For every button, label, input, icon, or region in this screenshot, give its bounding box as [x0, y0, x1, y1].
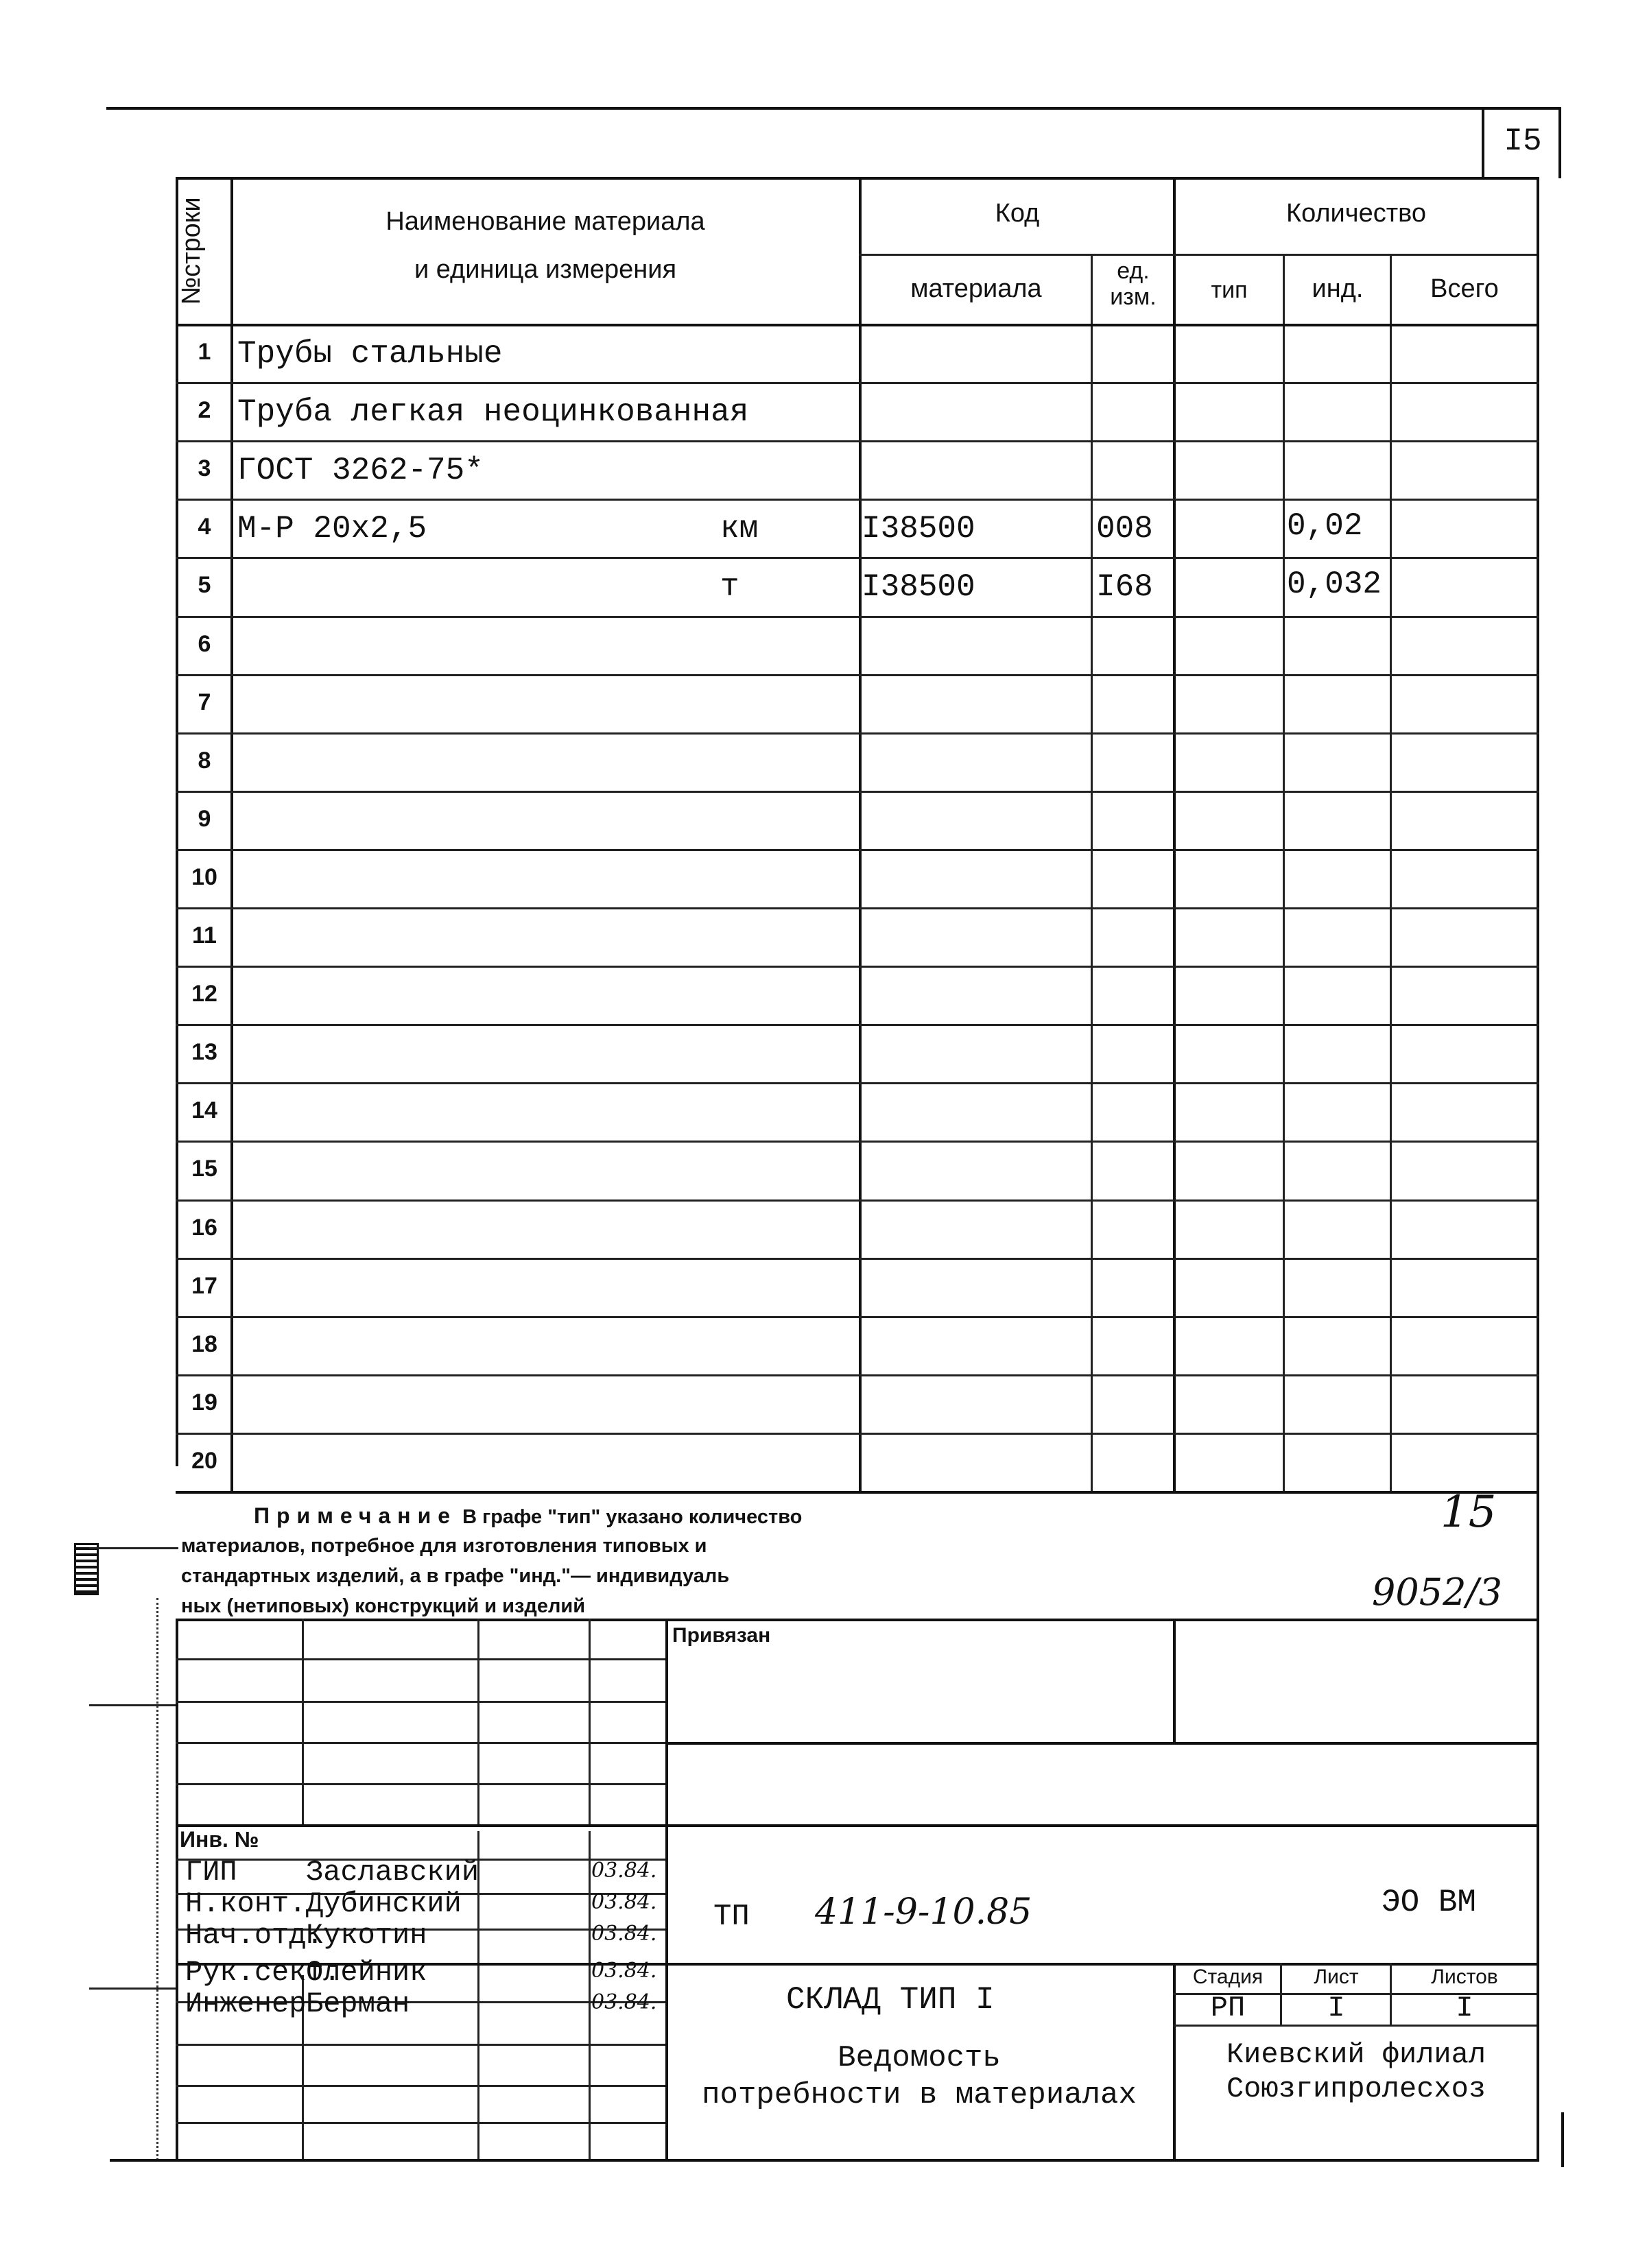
note-line4: ных (нетиповых) конструкций и изделий [181, 1595, 586, 1617]
staff-name: Дубинский [306, 1887, 462, 1920]
row-number: 10 [191, 863, 217, 890]
staff-name: Берман [306, 1988, 410, 2020]
row-number: 5 [198, 572, 211, 599]
qty-ind-header: инд. [1312, 274, 1364, 303]
qty-type-header: тип [1211, 277, 1248, 303]
row-number: 9 [198, 805, 211, 832]
row-divider [176, 440, 1539, 442]
row-divider [176, 1374, 1539, 1376]
stage-value: РП [1210, 1992, 1246, 2025]
row-number-header: №строки [177, 197, 206, 305]
qty-total-header: Всего [1430, 274, 1499, 303]
note-line1-text: В графе "тип" указано количество [462, 1506, 803, 1528]
material-name: Труба легкая неоцинкованная [237, 394, 749, 431]
project-prefix: ТП [713, 1900, 750, 1934]
row-number: 6 [198, 630, 211, 657]
note-line2: материалов, потребное для изготовления типовых и [181, 1535, 707, 1557]
row-number: 2 [198, 397, 211, 424]
staff-date: 03.84. [591, 1990, 657, 2014]
row-divider [176, 732, 1539, 735]
qty-ind: 0,032 [1287, 566, 1382, 603]
staff-date: 03.84. [591, 1922, 657, 1946]
sheets-label: Листов [1431, 1966, 1498, 1988]
doc-title-line2: потребности в материалах [702, 2078, 1137, 2112]
sheets-value: I [1456, 1992, 1473, 2025]
code-material-header: материала [910, 274, 1042, 303]
staff-date: 03.84. [591, 1859, 657, 1883]
staff-role: Нач.отд. [185, 1919, 324, 1952]
name-header-line2: и единица измерения [414, 255, 677, 284]
staff-name: Олейник [306, 1956, 427, 1989]
side-inventory-marker [74, 1543, 99, 1595]
staff-date: 03.84. [591, 1890, 657, 1914]
frame-right [1537, 177, 1539, 2159]
row-divider [176, 1082, 1539, 1084]
building-name: СКЛАД ТИП I [786, 1982, 995, 2018]
material-code: I38500 [862, 511, 975, 547]
staff-name: Кукотин [306, 1919, 427, 1952]
doc-title-line1: Ведомость [838, 2041, 1001, 2075]
unit-code: I68 [1096, 569, 1153, 606]
row-number: 4 [198, 514, 211, 540]
qty-ind: 0,02 [1287, 508, 1363, 545]
row-divider [176, 499, 1539, 501]
row-divider [176, 1433, 1539, 1435]
staff-role: Н.конт. [185, 1887, 307, 1920]
sheet-mark: ЭО ВМ [1382, 1885, 1477, 1920]
row-number: 12 [191, 981, 217, 1007]
row-number: 13 [191, 1039, 217, 1066]
material-name: Трубы стальные [237, 336, 503, 372]
organization-line2: Союзгипролесхоз [1226, 2073, 1486, 2105]
unit-name: км [720, 511, 759, 547]
organization-line1: Киевский филиал [1226, 2038, 1486, 2071]
row-number: 11 [192, 922, 217, 948]
row-divider [176, 791, 1539, 793]
staff-role: ГИП [185, 1856, 237, 1889]
row-number: 1 [198, 339, 211, 365]
row-divider [176, 1258, 1539, 1260]
row-divider [176, 1024, 1539, 1026]
row-number: 19 [191, 1389, 217, 1416]
attached-label: Привязан [672, 1624, 771, 1647]
handwritten-reference: 9052/3 [1372, 1571, 1502, 1614]
row-number: 14 [191, 1097, 217, 1124]
row-divider [176, 1141, 1539, 1143]
row-divider [176, 1316, 1539, 1318]
material-code: I38500 [862, 569, 975, 606]
row-number: 3 [198, 455, 211, 482]
row-number: 17 [191, 1272, 217, 1299]
quantity-header: Количество [1285, 199, 1427, 228]
staff-name: Заславский [306, 1856, 479, 1889]
staff-role: Инженер [185, 1988, 307, 2020]
row-number: 8 [198, 747, 211, 774]
handwritten-page-number: 15 [1441, 1487, 1497, 1538]
note-line3: стандартных изделий, а в графе "инд."— индивидуаль [181, 1565, 730, 1587]
row-divider [176, 616, 1539, 618]
row-number: 20 [191, 1447, 217, 1474]
note-label: Примечание [254, 1503, 458, 1528]
unit-code: 008 [1096, 511, 1153, 547]
row-number: 16 [191, 1214, 217, 1241]
code-unit-header-1: ед. [1117, 258, 1150, 284]
sheet-number: I5 [1504, 123, 1542, 159]
row-number: 7 [198, 689, 211, 715]
row-divider [176, 966, 1539, 968]
row-divider [176, 849, 1539, 851]
row-divider [176, 557, 1539, 559]
sheet-label: Лист [1314, 1966, 1359, 1988]
row-divider [176, 1199, 1539, 1202]
row-divider [176, 674, 1539, 676]
project-code: 411-9-10.85 [815, 1891, 1032, 1933]
name-header-line1: Наименование материала [386, 207, 705, 236]
material-name: М-Р 20х2,5 [237, 511, 427, 547]
stage-label: Стадия [1192, 1966, 1264, 1988]
material-name: ГОСТ 3262-75* [237, 453, 484, 489]
unit-name: т [720, 569, 739, 606]
code-header: Код [995, 199, 1040, 228]
inventory-label: Инв. № [180, 1827, 259, 1852]
code-unit-header-2: изм. [1110, 284, 1157, 310]
staff-date: 03.84. [591, 1959, 657, 1983]
note-line1 [254, 1503, 802, 1529]
row-divider [176, 382, 1539, 384]
sheet-value: I [1327, 1992, 1345, 2025]
row-number: 18 [191, 1330, 217, 1357]
row-number: 15 [191, 1156, 217, 1182]
staff-role: Рук.сект. [185, 1956, 341, 1989]
row-divider [176, 907, 1539, 909]
